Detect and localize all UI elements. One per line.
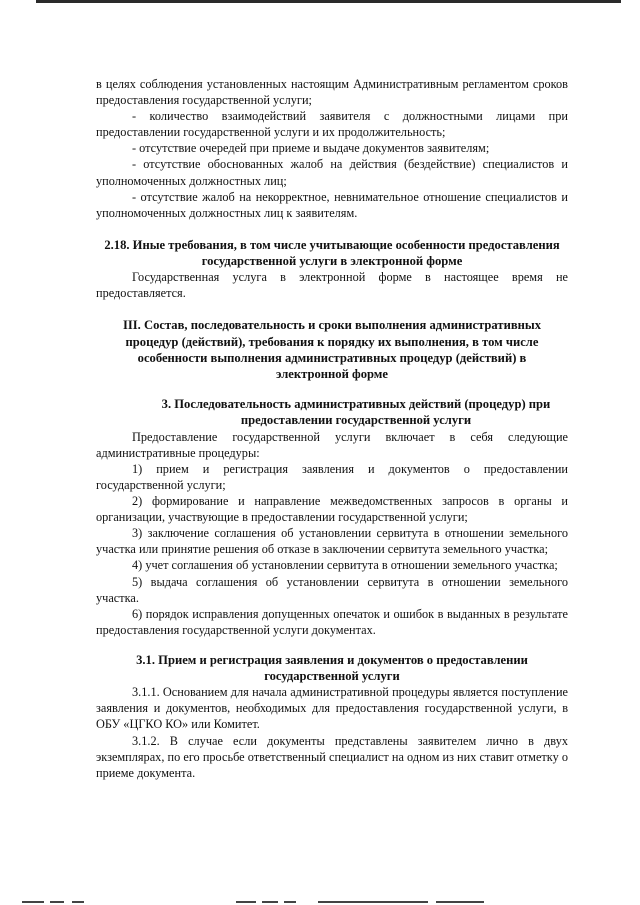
procedure-item-3: 3) заключение соглашения об установлении сервитута в отношении земельного участка или принятие решения об отказе в заключении сервитута земельного участка; [96, 526, 568, 557]
document-page [96, 76, 568, 781]
section-heading-3-1: 3.1. Прием и регистрация заявления и документов о предоставлении государственной услуги [136, 652, 528, 684]
section-heading-2-18: 2.18. Иные требования, в том числе учитывающие особенности предоставления государственной услуги в электронной форме [104, 237, 560, 269]
procedure-item-6: 6) порядок исправления допущенных опечаток и ошибок в выданных в результате предоставления государственной услуги документах. [96, 606, 568, 637]
procedure-item-4: 4) учет соглашения об установлении сервитута в отношении земельного участка; [132, 558, 558, 573]
criterion-no-complaints: - отсутствие обоснованных жалоб на действия (бездействие) специалистов и уполномоченных должностных лиц; [96, 157, 568, 188]
criterion-no-incorrect-attitude: - отсутствие жалоб на некорректное, невнимательное отношение специалистов и уполномоченных должностных лиц к заявителям. [96, 189, 568, 220]
procedure-item-2: 2) формирование и направление межведомственных запросов в органы и организации, участвующие в предоставлении государственной услуги; [96, 494, 568, 525]
scan-bottom-marks [0, 898, 640, 905]
paragraph-procedures-intro: Предоставление государственной услуги включает в себя следующие административные процедуры: [96, 429, 568, 460]
paragraph-electronic-form: Государственная услуга в электронной форме в настоящее время не предоставляется. [96, 270, 568, 301]
scan-edge-line [36, 0, 621, 3]
paragraph-3-1-2: 3.1.2. В случае если документы представлены заявителем лично в двух экземплярах, по его просьбе ответственный специалист на одном из них ставит отметку о приеме документа. [96, 733, 568, 780]
criterion-no-queues: - отсутствие очередей при приеме и выдаче документов заявителям; [132, 141, 490, 156]
section-heading-3: 3. Последовательность административных действий (процедур) при предоставлении государственной услуги [161, 397, 551, 428]
chapter-heading-iii: III. Состав, последовательность и сроки выполнения административных процедур (действий), требования к порядку их выполнения, в том числе особенности выполнения административных процедур (действий) в электронной форме [122, 318, 542, 382]
paragraph-3-1-1: 3.1.1. Основанием для начала административной процедуры является поступление заявления и документов, необходимых для предоставления государственной услуги, в ОБУ «ЦГКО КО» или Комитет. [96, 685, 568, 732]
procedure-item-5: 5) выдача соглашения об установлении сервитута в отношении земельного участка. [96, 574, 568, 605]
paragraph-deadlines: в целях соблюдения установленных настоящим Административным регламентом сроков предоставления государственной услуги; [96, 77, 568, 108]
criterion-interactions: - количество взаимодействий заявителя с должностными лицами при предоставлении государственной услуги и их продолжительность; [96, 109, 568, 140]
procedure-item-1: 1) прием и регистрация заявления и документов о предоставлении государственной услуги; [96, 461, 568, 492]
